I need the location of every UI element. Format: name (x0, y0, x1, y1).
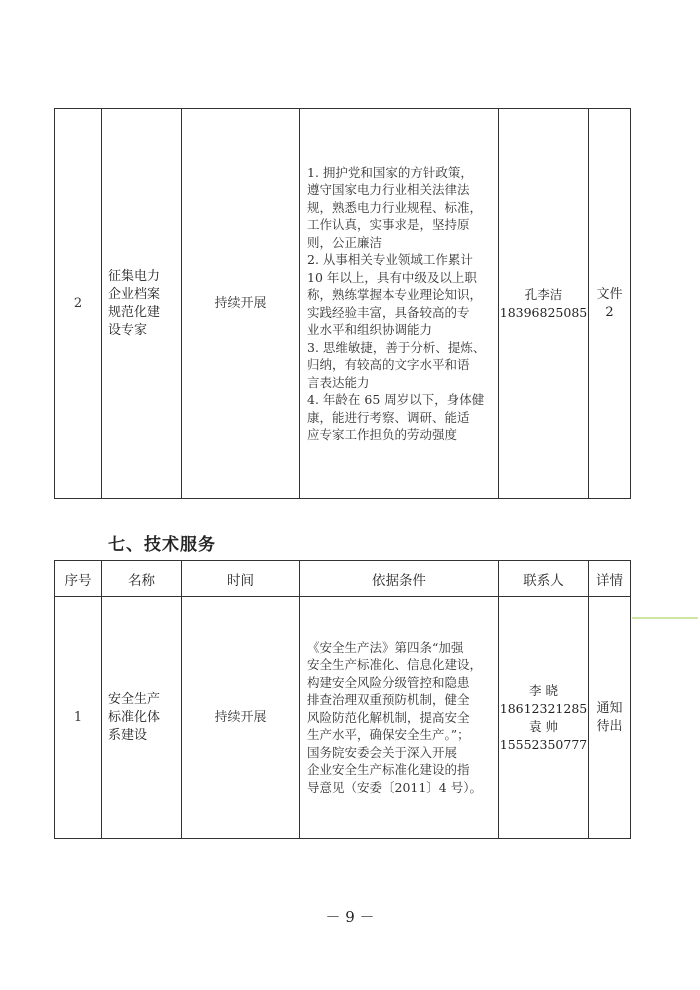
header-contact: 联系人 (499, 561, 589, 597)
section-heading: 七、技术服务 (108, 535, 216, 555)
expert-recruitment-table (54, 108, 631, 499)
row-name: 安全生产 标准化体 系建设 (102, 597, 182, 839)
row-name: 征集电力 企业档案 规范化建 设专家 (102, 109, 182, 499)
row-detail: 文件 2 (589, 109, 631, 499)
row-time: 持续开展 (182, 597, 300, 839)
row-time: 持续开展 (182, 109, 300, 499)
table-row (55, 109, 631, 499)
row-index: 2 (55, 109, 102, 499)
row-detail: 通知 待出 (589, 597, 631, 839)
row-index: 1 (55, 597, 102, 839)
header-index: 序号 (55, 561, 102, 597)
row-contact: 李 晓 18612321285 袁 帅 15552350777 (499, 597, 589, 839)
table-header-row (55, 561, 631, 597)
scan-mark (632, 617, 698, 619)
technical-service-table (54, 560, 631, 839)
header-conditions: 依据条件 (300, 561, 499, 597)
header-detail: 详情 (589, 561, 631, 597)
header-time: 时间 (182, 561, 300, 597)
table-row (55, 597, 631, 839)
page-number: － 9 － (325, 908, 375, 926)
row-conditions: 《安全生产法》第四条“加强 安全生产标准化、信息化建设， 构建安全风险分级管控和隐患 排查治理双重预防机制，健全 风险防范化解机制，提高安全 生产水平，确保安全生产。”； 国务院安委会关于深入开展 企业安全生产标准化建设的指 导意见（安委〔2011〕4 号）。 (300, 597, 499, 839)
row-conditions: 1. 拥护党和国家的方针政策， 遵守国家电力行业相关法律法 规，熟悉电力行业规程、标准， 工作认真，实事求是，坚持原 则，公正廉洁 2. 从事相关专业领域工作累计 10 年以上，具有中级及以上职 称，熟练掌握本专业理论知识， 实践经验丰富，具备较高的专 业水平和组织协调能力 3. 思维敏捷，善于分析、提炼、 归纳，有较高的文字水平和语 言表达能力 4. 年龄在 65 周岁以下，身体健 康，能进行考察、调研、能适 应专家工作担负的劳动强度 (300, 109, 499, 499)
row-contact: 孔李洁 18396825085 (499, 109, 589, 499)
header-name: 名称 (102, 561, 182, 597)
